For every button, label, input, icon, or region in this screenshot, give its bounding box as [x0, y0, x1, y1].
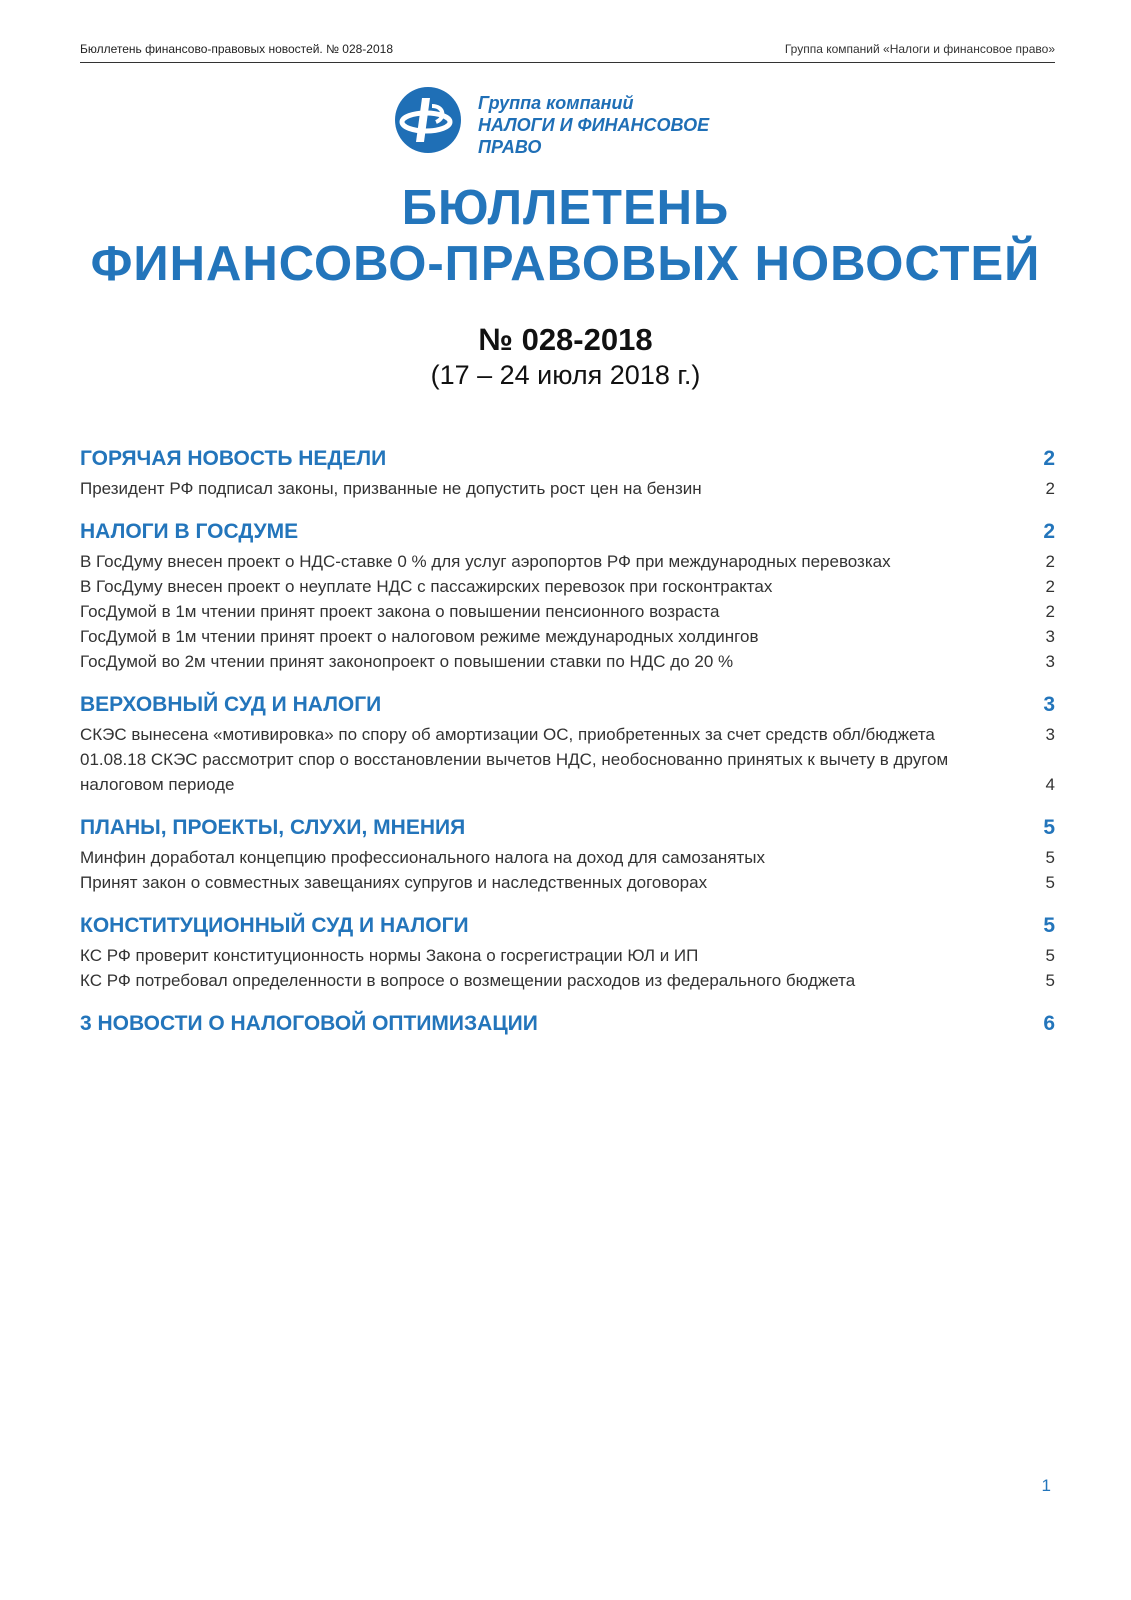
toc-entry-text: Президент РФ подписал законы, призванные не допустить рост цен на бензин	[80, 479, 702, 498]
toc-entry-text: ГосДумой в 1м чтении принят проект закона о повышении пенсионного возраста	[80, 602, 720, 621]
toc-section-heading[interactable]	[80, 442, 1055, 476]
toc-entry-text: ГосДумой в 1м чтении принят проект о налоговом режиме международных холдингов	[80, 627, 759, 646]
bulletin-title	[0, 180, 1131, 292]
toc-entry[interactable]	[80, 845, 1055, 870]
toc-entry-text: КС РФ проверит конституционность нормы Закона о госрегистрации ЮЛ и ИП	[80, 946, 699, 965]
toc-entry-page: 5	[1045, 946, 1055, 965]
toc-entry-text: Минфин доработал концепцию профессионального налога на доход для самозанятых	[80, 848, 766, 867]
toc-entry-page: 2	[1045, 479, 1055, 498]
toc-section-page: 5	[1043, 816, 1055, 839]
toc-section	[80, 442, 1055, 501]
toc-entry-text: ГосДумой во 2м чтении принят законопроект о повышении ставки по НДС до 20 %	[80, 652, 734, 671]
toc-entry[interactable]	[80, 624, 1055, 649]
issue-dates: (17 – 24 июля 2018 г.)	[430, 360, 701, 390]
toc-section	[80, 1007, 1055, 1041]
toc-entry-page: 2	[1045, 577, 1055, 596]
toc-section-title: НАЛОГИ В ГОСДУМЕ	[80, 520, 299, 543]
toc-entry-page: 2	[1045, 602, 1055, 621]
toc-section-page: 5	[1043, 914, 1055, 937]
toc-entry-text: Принят закон о совместных завещаниях супругов и наследственных договорах	[80, 873, 708, 892]
toc-section-page: 6	[1043, 1012, 1055, 1035]
toc-section-title: ВЕРХОВНЫЙ СУД И НАЛОГИ	[80, 693, 382, 716]
page-number: 1	[1041, 1476, 1051, 1495]
running-header	[80, 40, 1055, 63]
toc-entry[interactable]	[80, 722, 1055, 747]
toc-section-heading[interactable]	[80, 909, 1055, 943]
toc-entry-page: 2	[1045, 552, 1055, 571]
toc-entry-text: В ГосДуму внесен проект о НДС-ставке 0 % для услуг аэропортов РФ при международных перевозках	[80, 552, 891, 571]
toc-entry[interactable]	[80, 574, 1055, 599]
toc-section	[80, 811, 1055, 895]
title-line-1: БЮЛЛЕТЕНЬ	[401, 181, 730, 235]
toc-entry-page: 5	[1045, 848, 1055, 867]
toc-section-heading[interactable]	[80, 688, 1055, 722]
toc-section-title: ГОРЯЧАЯ НОВОСТЬ НЕДЕЛИ	[80, 447, 387, 470]
toc-section-title: ПЛАНЫ, ПРОЕКТЫ, СЛУХИ, МНЕНИЯ	[80, 816, 466, 839]
toc-section-page: 3	[1043, 693, 1055, 716]
toc-entry[interactable]	[80, 943, 1055, 968]
toc-section-heading[interactable]	[80, 811, 1055, 845]
toc-entry-text: В ГосДуму внесен проект о неуплате НДС с пассажирских перевозок при госконтрактах	[80, 577, 773, 596]
toc-section	[80, 909, 1055, 993]
toc-entry[interactable]	[80, 599, 1055, 624]
toc-entry[interactable]	[80, 968, 1055, 993]
header-left-text: Бюллетень финансово-правовых новостей. № 028-2018	[80, 42, 393, 56]
toc-entry-page: 3	[1045, 652, 1055, 671]
toc-entry-page: 5	[1045, 873, 1055, 892]
title-line-2: ФИНАНСОВО-ПРАВОВЫХ НОВОСТЕЙ	[90, 237, 1041, 291]
toc-entry-page: 4	[1045, 775, 1055, 794]
toc-entry[interactable]	[80, 870, 1055, 895]
toc-section-title: КОНСТИТУЦИОННЫЙ СУД И НАЛОГИ	[80, 914, 469, 937]
toc-section	[80, 688, 1055, 797]
logo-emblem-icon	[392, 84, 464, 156]
header-right-text: Группа компаний «Налоги и финансовое право»	[784, 42, 1055, 56]
toc-entry-page: 5	[1045, 971, 1055, 990]
toc-entry[interactable]	[80, 549, 1055, 574]
toc-section-page: 2	[1043, 520, 1055, 543]
toc-section-title: 3 НОВОСТИ О НАЛОГОВОЙ ОПТИМИЗАЦИИ	[80, 1012, 538, 1035]
toc-entry[interactable]	[80, 747, 1055, 797]
logo-line-2: НАЛОГИ И ФИНАНСОВОЕ ПРАВО	[478, 115, 710, 157]
logo-line-1: Группа компаний	[478, 93, 634, 113]
toc-section-heading[interactable]	[80, 1007, 1055, 1041]
toc-section	[80, 515, 1055, 674]
toc-entry-text: СКЭС вынесена «мотивировка» по спору об амортизации ОС, приобретенных за счет средств обл/бюджета	[80, 725, 935, 744]
toc-section-heading[interactable]	[80, 515, 1055, 549]
company-logo	[400, 84, 760, 156]
logo-text	[478, 92, 760, 158]
toc-section-page: 2	[1043, 447, 1055, 470]
toc-entry[interactable]	[80, 649, 1055, 674]
toc-entry[interactable]	[80, 476, 1055, 501]
toc-entry-page: 3	[1045, 725, 1055, 744]
issue-number: № 028-2018	[478, 322, 653, 357]
toc-entry-text: 01.08.18 СКЭС рассмотрит спор о восстановлении вычетов НДС, необоснованно принятых к вычету в другом налоговом периоде	[80, 750, 949, 794]
toc-entry-page: 3	[1045, 627, 1055, 646]
table-of-contents	[80, 442, 1055, 1055]
toc-entry-text: КС РФ потребовал определенности в вопросе о возмещении расходов из федерального бюджета	[80, 971, 856, 990]
